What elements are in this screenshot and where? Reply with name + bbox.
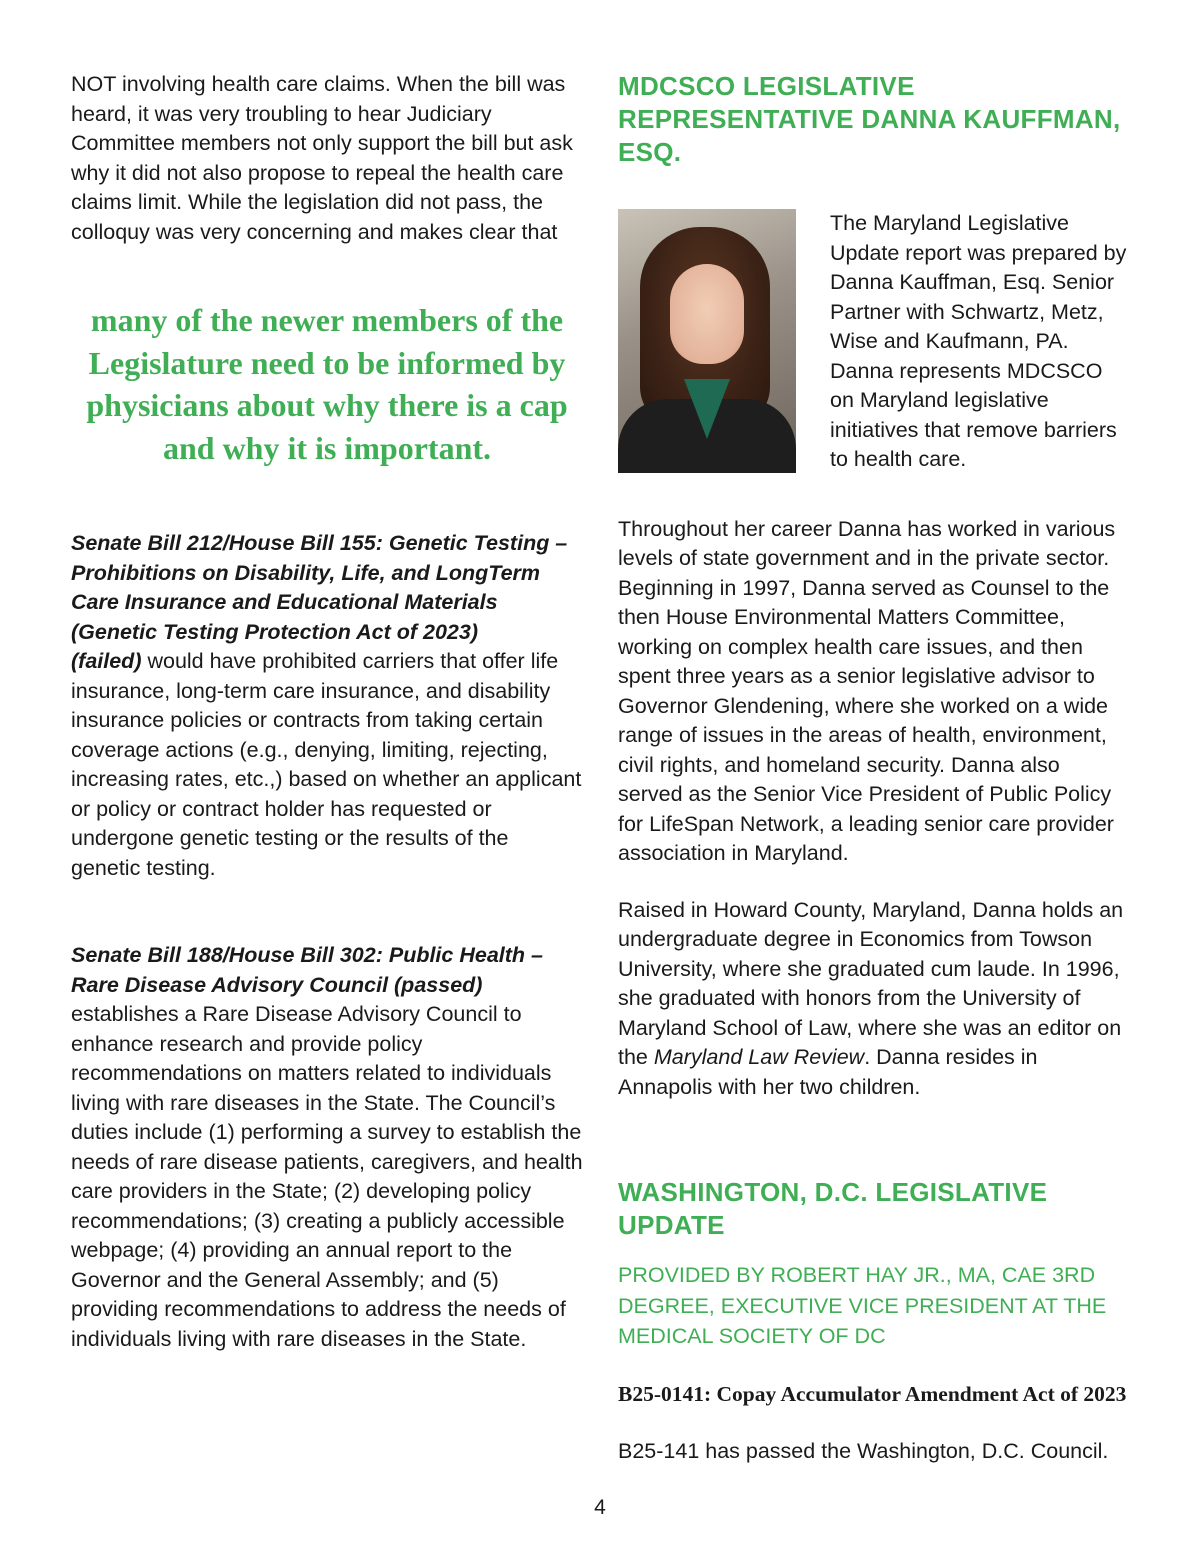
page-number: 4 (594, 1496, 606, 1519)
section-heading-representative: MDCSCO LEGISLATIVE REPRESENTATIVE DANNA KAUFFMAN, ESQ. (618, 71, 1121, 167)
bill-status: (failed) (71, 649, 142, 673)
bill-entry-rare-disease (71, 941, 583, 1354)
intro-paragraph: NOT involving health care claims. When the bill was heard, it was very troubling to hear Judiciary Committee members not only support the bill but ask why it did not also propose to repeal the health care claims limit. While the legislation did not pass, the colloquy was very concerning and makes clear that (71, 72, 573, 244)
bill-description (71, 647, 583, 883)
left-column (71, 70, 583, 1354)
bill-entry-genetic-testing (71, 529, 583, 883)
byline: PROVIDED BY ROBERT HAY JR., MA, CAE 3RD DEGREE, EXECUTIVE VICE PRESIDENT AT THE MEDICAL SOCIETY OF DC (618, 1263, 1107, 1348)
bio-summary: The Maryland Legislative Update report was prepared by Danna Kauffman, Esq. Senior Partner with Schwartz, Metz, Wise and Kaufmann, PA. Danna represents MDCSCO on Maryland legislative initiatives that remove barriers to health care. (830, 211, 1127, 471)
bill-body: establishes a Rare Disease Advisory Council to enhance research and provide policy recommendations on matters related to individuals living with rare diseases in the State. The Council’s duties include (1) performing a survey to establish the needs of rare disease patients, caregivers, and health care providers in the State; (2) developing policy recommendations; (3) creating a publicly accessible webpage; (4) providing an annual report to the Governor and the General Assembly; and (5) providing recommendations to address the needs of individuals living with rare diseases in the State. (71, 1002, 583, 1351)
dc-bill-title: B25-0141: Copay Accumulator Amendment Act of 2023 (618, 1381, 1127, 1406)
bio-row (618, 209, 1130, 475)
education-paragraph: Raised in Howard County, Maryland, Danna holds an undergraduate degree in Economics from Towson University, where she graduated cum laude. In 1996, she graduated with honors from the University of Maryland School of Law, where she was an editor on the Maryland Law Review. Danna resides in Annapolis with her two children. (618, 897, 1124, 1099)
bill-title: Senate Bill 212/House Bill 155: Genetic Testing – Prohibitions on Disability, Life, and LongTerm Care Insurance and Educational Materials (Genetic Testing Protection Act of 2023) (71, 531, 568, 644)
dc-bill-status: B25-141 has passed the Washington, D.C. Council. (618, 1439, 1109, 1463)
journal-title: Maryland Law Review (653, 1045, 865, 1069)
portrait-photo (618, 209, 796, 473)
career-paragraph: Throughout her career Danna has worked in various levels of state government and in the private sector. Beginning in 1997, Danna served as Counsel to the then House Environmental Matters Committee, working on complex health care issues, and then spent three years as a senior legislative advisor to Governor Glendening, where she worked on a wide range of issues in the areas of health, environment, civil rights, and homeland security. Danna also served as the Senior Vice President of Public Policy for LifeSpan Network, a leading senior care provider association in Maryland. (618, 516, 1116, 865)
right-column (618, 70, 1130, 1467)
section-heading-dc-update: WASHINGTON, D.C. LEGISLATIVE UPDATE (618, 1177, 1048, 1240)
bill-body: would have prohibited carriers that offer life insurance, long-term care insurance, and disability insurance policies or contracts from taking certain coverage actions (e.g., denying, limiting, rejecting, increasing rates, etc.,) based on whether an applicant or policy or contract holder has requested or undergone genetic testing or the results of the genetic testing. (71, 649, 582, 880)
pull-quote: many of the newer members of the Legislature need to be informed by physicians about why there is a cap and why it is important. (86, 302, 568, 466)
bill-title: Senate Bill 188/House Bill 302: Public Health – Rare Disease Advisory Council (passed) (71, 943, 543, 997)
